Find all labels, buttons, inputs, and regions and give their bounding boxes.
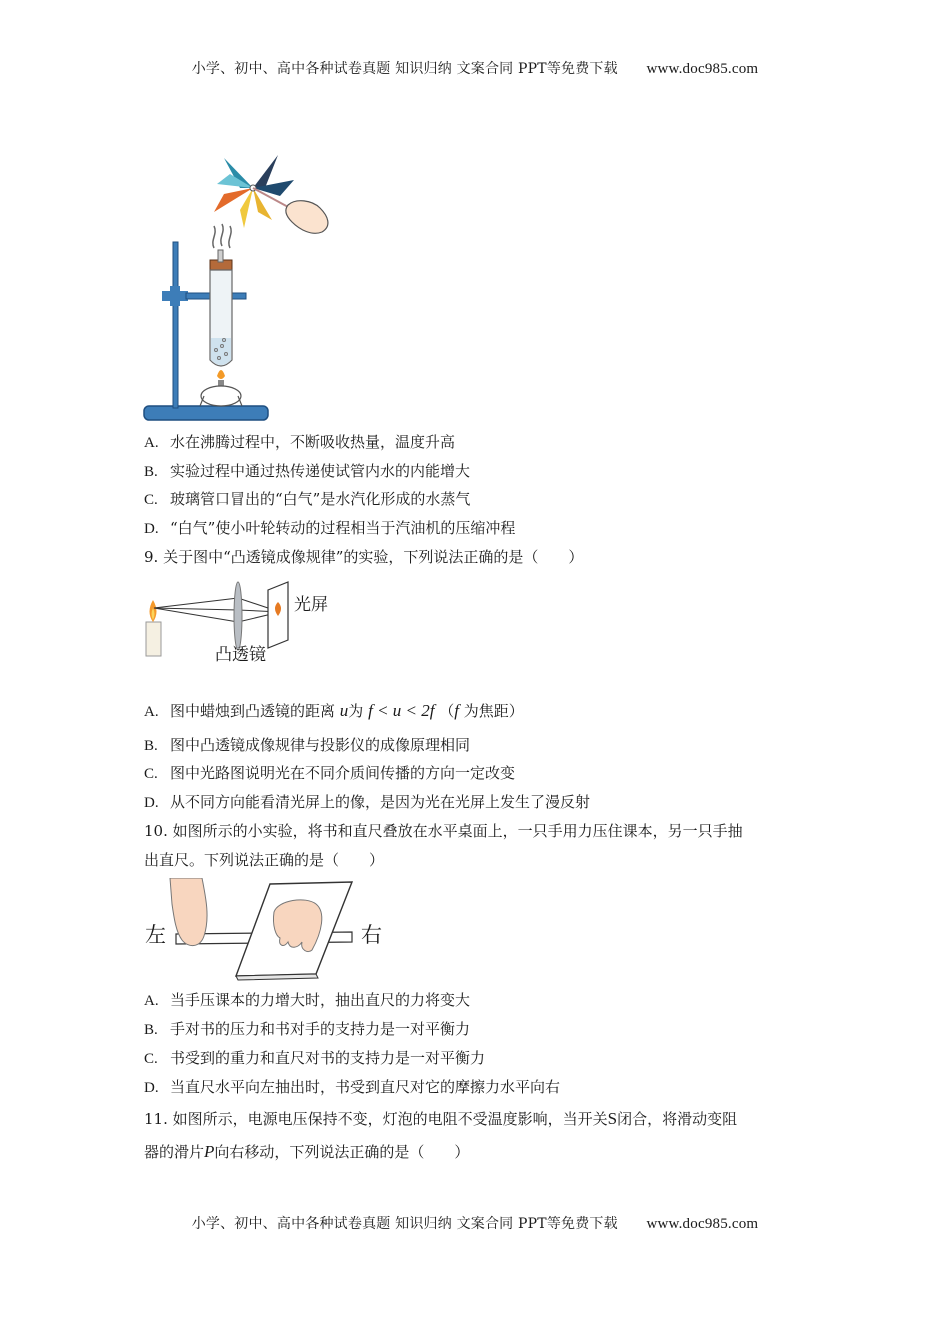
q10-option-c	[144, 1048, 485, 1069]
math-f: f	[454, 701, 460, 720]
option-text-mid: 为	[348, 702, 364, 720]
option-label: D.	[144, 795, 159, 811]
option-label: A.	[144, 704, 159, 720]
q8-option-a	[144, 432, 455, 453]
option-label: B.	[144, 1022, 158, 1038]
option-text: 从不同方向能看清光屏上的像，是因为光在光屏上发生了漫反射	[170, 793, 591, 811]
q9-option-d	[144, 792, 590, 813]
q8-option-b	[144, 461, 470, 482]
q9-stem: 9. 关于图中“凸透镜成像规律”的实验，下列说法正确的是（ ）	[144, 548, 584, 566]
right-label: 右	[361, 923, 382, 947]
book-ruler-figure	[166, 878, 366, 982]
page-footer	[0, 1213, 950, 1233]
option-label: C.	[144, 1051, 158, 1067]
q11-stem-post: 闭合，将滑动变阻	[617, 1110, 738, 1128]
option-label: C.	[144, 766, 158, 782]
footer-text: 小学、初中、高中各种试卷真题 知识归纳 文案合同 PPT等免费下载	[191, 1216, 618, 1232]
option-text: “白气”使小叶轮转动的过程相当于汽油机的压缩冲程	[170, 519, 516, 537]
math-p: P	[204, 1142, 215, 1161]
q11-line2-pre: 器的滑片	[144, 1143, 205, 1161]
option-text: 书受到的重力和直尺对书的支持力是一对平衡力	[170, 1049, 486, 1067]
page-header	[0, 58, 950, 78]
screen-label: 光屏	[294, 595, 328, 615]
option-label: A.	[144, 993, 159, 1009]
lens-label: 凸透镜	[215, 645, 266, 665]
q8-option-d	[144, 518, 515, 539]
steam-icon	[213, 224, 231, 248]
option-text: 实验过程中通过热传递使试管内水的内能增大	[170, 462, 471, 480]
option-label: C.	[144, 492, 158, 508]
light-rays	[154, 598, 280, 622]
option-text: 当直尺水平向左抽出时，书受到直尺对它的摩擦力水平向右	[170, 1078, 561, 1096]
q9-option-a	[144, 701, 524, 722]
math-s: S	[607, 1109, 618, 1128]
boiling-pinwheel-figure	[140, 150, 340, 422]
option-label: B.	[144, 738, 158, 754]
paren-open: （	[439, 702, 455, 720]
math-inequality: f < u < 2f	[368, 701, 435, 720]
q9-option-b	[144, 735, 470, 756]
q10-option-b	[144, 1019, 470, 1040]
q11-stem-pre: 11. 如图所示，电源电压保持不变，灯泡的电阻不受温度影响，当开关	[144, 1110, 608, 1128]
q11-stem-line2	[144, 1142, 469, 1162]
q11-line2-post: 向右移动，下列说法正确的是（ ）	[214, 1143, 470, 1161]
option-text: 图中光路图说明光在不同介质间传播的方向一定改变	[170, 764, 516, 782]
screen-icon	[268, 582, 288, 648]
option-text: 水在沸腾过程中，不断吸收热量，温度升高	[170, 433, 456, 451]
option-label: D.	[144, 1080, 159, 1096]
math-u: u	[339, 701, 349, 720]
option-label: D.	[144, 521, 159, 537]
left-label: 左	[145, 923, 166, 947]
q10-option-d	[144, 1077, 560, 1098]
option-text: 玻璃管口冒出的“白气”是水汽化形成的水蒸气	[170, 490, 471, 508]
alcohol-lamp-icon	[200, 370, 242, 406]
option-label: A.	[144, 435, 159, 451]
q8-option-c	[144, 489, 470, 510]
pinwheel-icon	[214, 155, 294, 228]
q10-stem-line2: 出直尺。下列说法正确的是（ ）	[144, 851, 385, 869]
option-text: 图中凸透镜成像规律与投影仪的成像原理相同	[170, 736, 471, 754]
header-text: 小学、初中、高中各种试卷真题 知识归纳 文案合同 PPT等免费下载	[191, 61, 618, 77]
header-url[interactable]: www.doc985.com	[646, 61, 759, 77]
right-hand-icon	[273, 900, 321, 952]
option-note: 为焦距）	[463, 702, 524, 720]
q10-option-a	[144, 990, 470, 1011]
footer-url[interactable]: www.doc985.com	[646, 1216, 759, 1232]
q10-stem-line1: 10. 如图所示的小实验，将书和直尺叠放在水平桌面上，一只手用力压住课本，另一只手抽	[144, 822, 743, 840]
hand-icon	[286, 201, 328, 234]
test-tube-icon	[210, 250, 232, 366]
q9-option-c	[144, 763, 515, 784]
option-text: 手对书的压力和书对手的支持力是一对平衡力	[170, 1020, 471, 1038]
option-text: 图中蜡烛到凸透镜的距离	[170, 702, 336, 720]
option-label: B.	[144, 464, 158, 480]
option-text: 当手压课本的力增大时，抽出直尺的力将变大	[170, 991, 471, 1009]
q11-stem-line1	[144, 1109, 737, 1129]
